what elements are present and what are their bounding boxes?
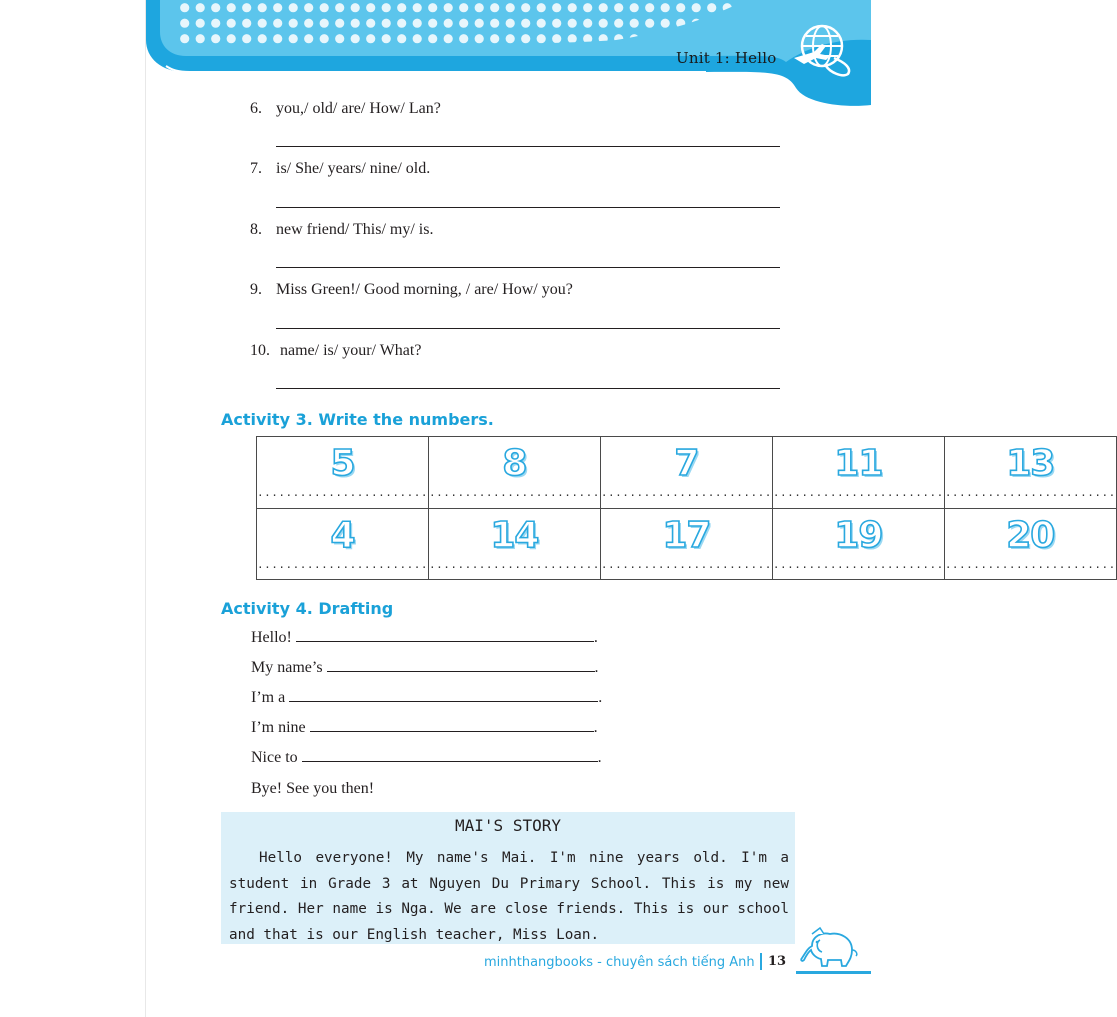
draft-line-name <box>251 659 599 677</box>
exercise-8 <box>250 221 433 239</box>
exercise-number: 6. <box>250 100 262 117</box>
draft-blank[interactable] <box>302 749 598 762</box>
number-blank: ........................ <box>772 486 944 499</box>
number-blank: ........................ <box>428 486 600 499</box>
story-box <box>221 812 795 944</box>
globe-airplane-icon <box>786 18 856 78</box>
workbook-page <box>146 0 1116 1017</box>
exercise-9 <box>250 281 573 299</box>
draft-blank[interactable] <box>327 659 595 672</box>
number-cell[interactable] <box>944 437 1116 509</box>
number-blank: ........................ <box>600 557 772 571</box>
number-cell[interactable] <box>600 508 772 580</box>
exercise-number: 8. <box>250 221 262 238</box>
draft-prompt: I’m nine <box>251 719 306 736</box>
number-figure: 4 <box>330 514 355 556</box>
draft-period: . <box>593 629 598 646</box>
number-figure: 5 <box>330 443 355 484</box>
story-text: Hello everyone! My name's Mai. I'm nine years old. I'm a student in Grade 3 at Nguyen Du Primary School. This is my new friend. Her name is Nga. We are close friends. This is our school and that is our English teacher, Miss Loan. <box>229 850 789 943</box>
footer-separator <box>760 953 762 970</box>
number-cell[interactable] <box>600 437 772 509</box>
exercise-6 <box>250 100 441 118</box>
draft-line-bye <box>251 780 374 798</box>
draft-prompt: My name’s <box>251 659 323 676</box>
draft-line-hello <box>251 629 598 647</box>
draft-line-nice-to <box>251 749 602 767</box>
draft-prompt: Nice to <box>251 749 298 766</box>
number-cell[interactable] <box>257 508 429 580</box>
number-cell[interactable] <box>257 437 429 509</box>
draft-period: . <box>593 719 598 736</box>
answer-line-6[interactable] <box>276 146 780 147</box>
number-blank: ........................ <box>257 486 428 499</box>
number-figure: 7 <box>674 443 699 484</box>
draft-period: . <box>597 749 602 766</box>
exercise-prompt: is/ She/ years/ nine/ old. <box>276 160 431 177</box>
number-cell[interactable] <box>428 508 600 580</box>
draft-period: . <box>598 689 603 706</box>
number-figure: 19 <box>834 514 883 556</box>
answer-line-7[interactable] <box>276 207 780 208</box>
number-cell[interactable] <box>772 437 944 509</box>
exercise-number: 10. <box>250 342 270 359</box>
numbers-grid <box>256 436 1117 580</box>
number-blank: ........................ <box>428 557 600 571</box>
answer-line-8[interactable] <box>276 267 780 268</box>
number-cell[interactable] <box>772 508 944 580</box>
activity-4-title: Activity 4. Drafting <box>221 599 394 618</box>
story-title: MAI'S STORY <box>455 816 561 835</box>
exercise-10 <box>250 342 421 360</box>
page-number: 13 <box>768 954 787 969</box>
number-cell[interactable] <box>944 508 1116 580</box>
number-blank: ........................ <box>600 486 772 499</box>
draft-prompt: Hello! <box>251 629 292 646</box>
draft-prompt: Bye! See you then! <box>251 780 375 797</box>
draft-line-im-nine <box>251 719 598 737</box>
number-figure: 8 <box>502 443 527 484</box>
exercise-number: 7. <box>250 160 262 177</box>
number-blank: ........................ <box>257 557 428 571</box>
exercise-prompt: you,/ old/ are/ How/ Lan? <box>276 100 441 117</box>
draft-blank[interactable] <box>289 689 598 702</box>
draft-period: . <box>594 659 599 676</box>
numbers-row <box>257 508 1117 580</box>
number-blank: ........................ <box>944 557 1116 571</box>
exercise-number: 9. <box>250 281 262 298</box>
draft-line-im-a <box>251 689 602 707</box>
number-figure: 17 <box>662 514 711 556</box>
draft-blank[interactable] <box>296 629 594 642</box>
exercise-7 <box>250 160 430 178</box>
exercise-prompt: name/ is/ your/ What? <box>280 342 422 359</box>
number-figure: 14 <box>490 514 539 556</box>
number-figure: 20 <box>1006 514 1055 556</box>
number-cell[interactable] <box>428 437 600 509</box>
draft-prompt: I’m a <box>251 689 286 706</box>
number-blank: ........................ <box>944 486 1116 499</box>
numbers-row <box>257 437 1117 509</box>
answer-line-10[interactable] <box>276 388 780 389</box>
footer-rule <box>796 971 871 974</box>
exercise-prompt: new friend/ This/ my/ is. <box>276 221 434 238</box>
answer-line-9[interactable] <box>276 328 780 329</box>
number-figure: 13 <box>1006 443 1055 484</box>
unit-title: Unit 1: Hello <box>676 49 777 67</box>
footer-publisher: minhthangbooks - chuyên sách tiếng Anh <box>484 955 755 970</box>
elephant-icon <box>798 926 860 972</box>
exercise-prompt: Miss Green!/ Good morning, / are/ How/ you? <box>276 281 573 298</box>
number-figure: 11 <box>834 443 883 484</box>
draft-blank[interactable] <box>310 719 594 732</box>
activity-3-title: Activity 3. Write the numbers. <box>221 410 494 429</box>
number-blank: ........................ <box>772 557 944 571</box>
